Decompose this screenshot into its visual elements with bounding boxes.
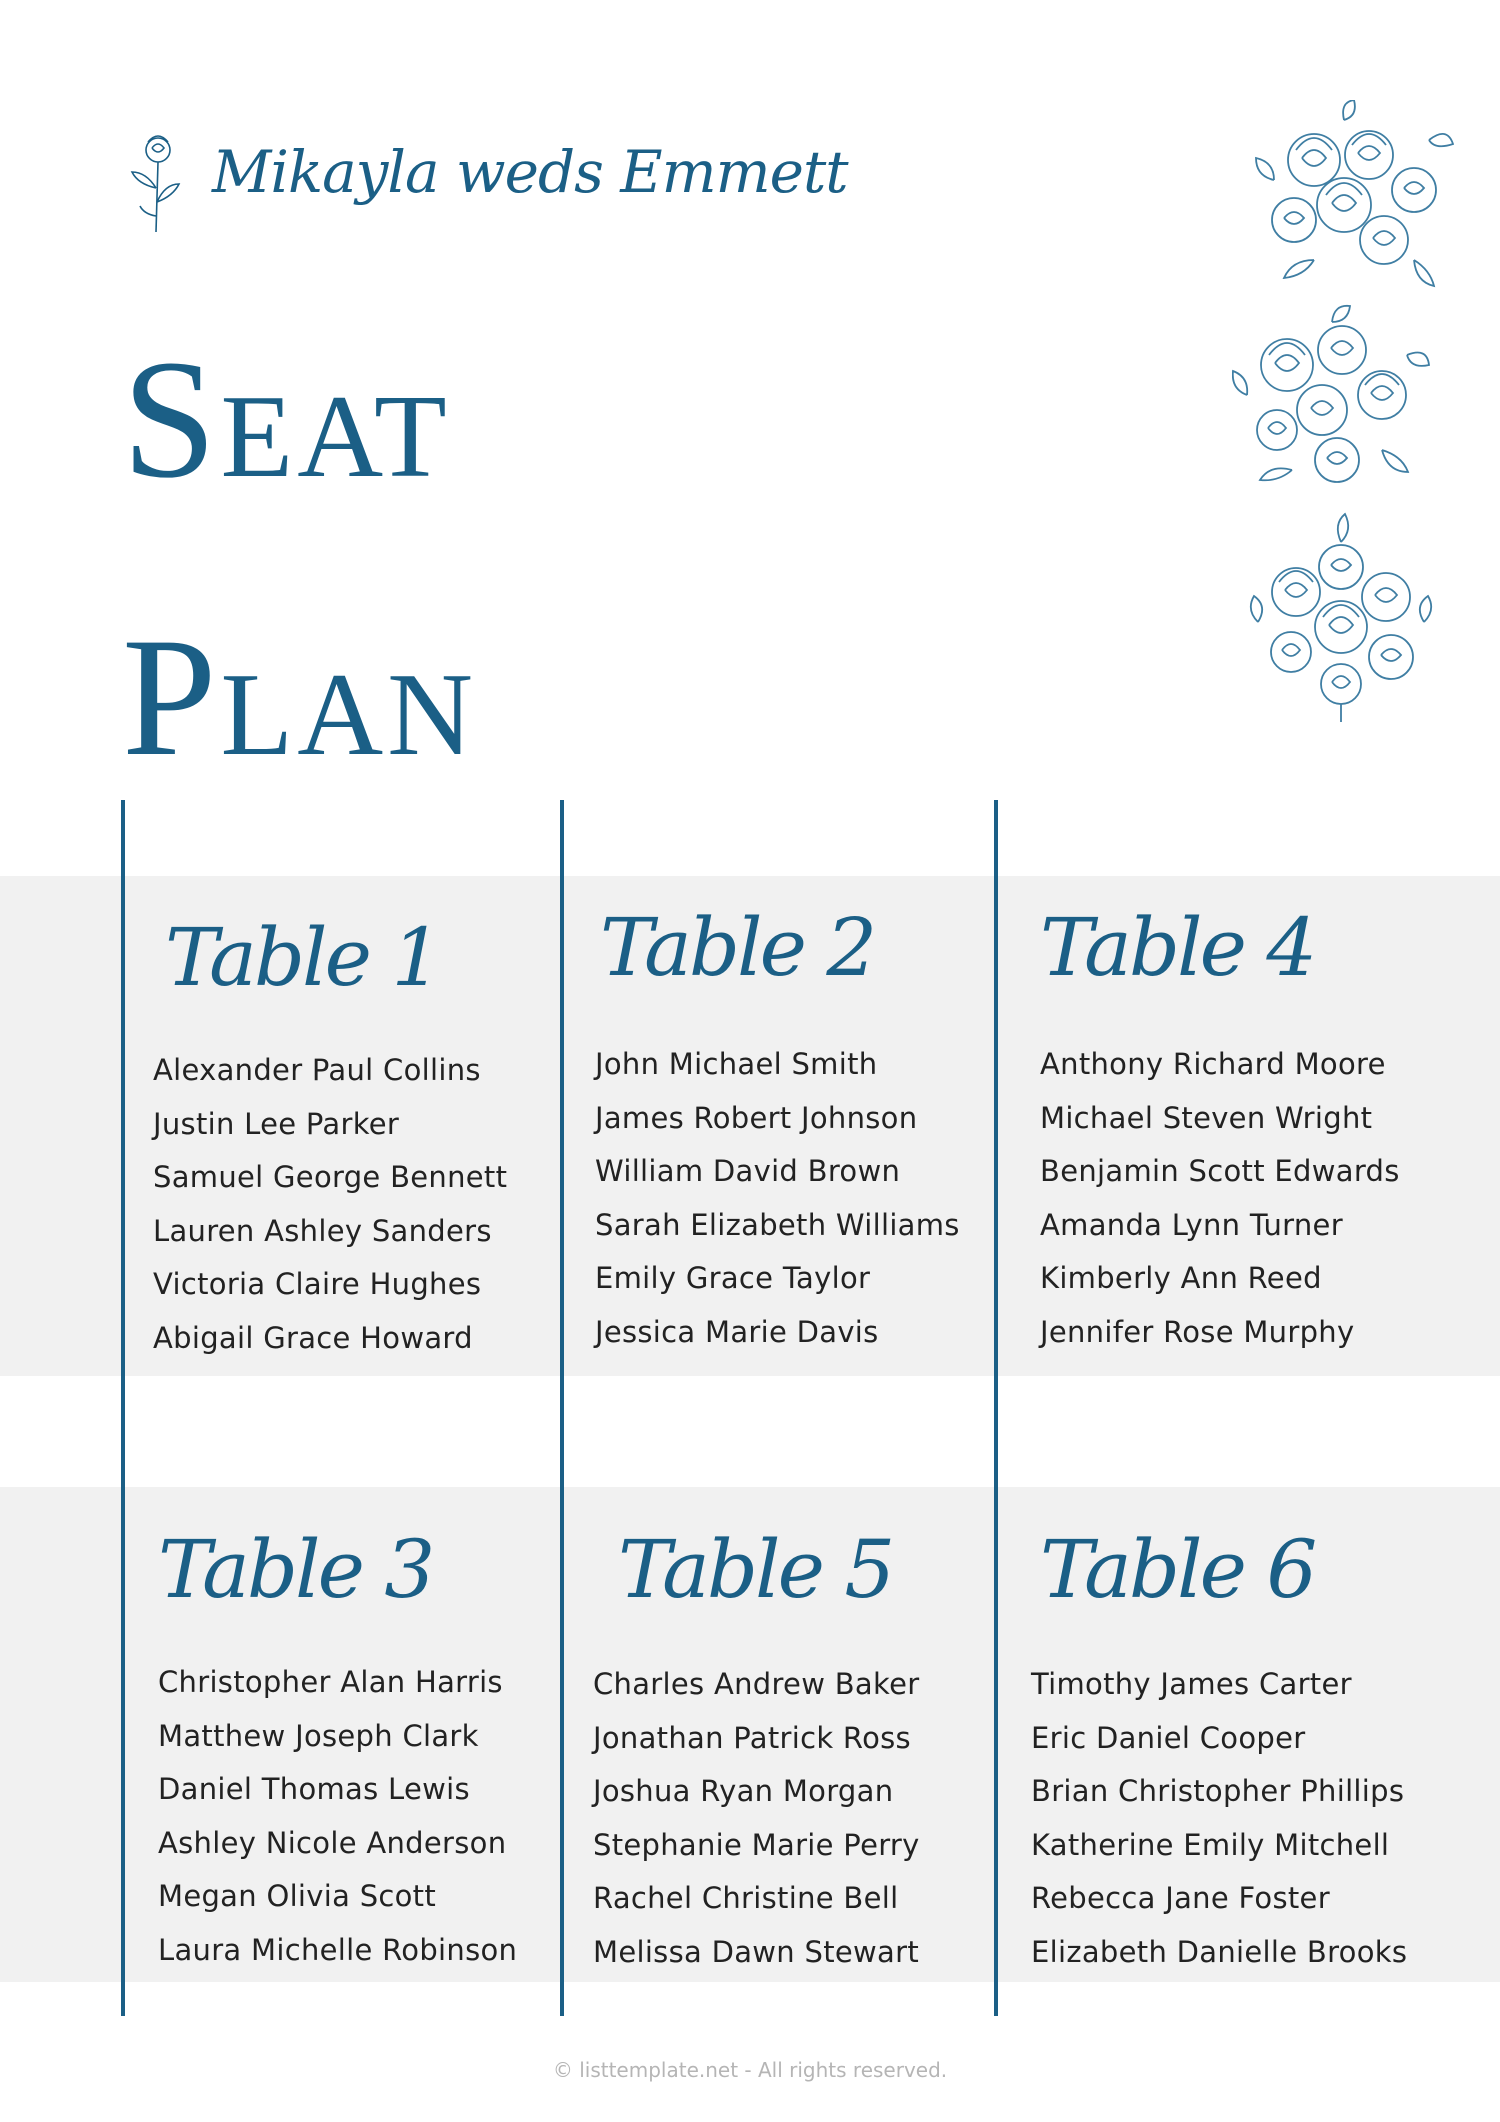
rose-bouquet-icon [1246, 512, 1436, 724]
page-title-line-2: Plan [122, 603, 478, 791]
table-heading: Table 5 [618, 1523, 893, 1616]
divider-line-left [121, 800, 125, 2016]
table-heading: Table 3 [158, 1523, 433, 1616]
table-card [153, 911, 585, 1366]
guest-name: Jonathan Patrick Ross [593, 1720, 911, 1755]
guest-name: Elizabeth Danielle Brooks [1031, 1934, 1408, 1969]
guest-name: Lauren Ashley Sanders [153, 1213, 492, 1248]
guest-name: James Robert Johnson [595, 1100, 918, 1135]
guest-name: Kimberly Ann Reed [1040, 1261, 1322, 1296]
rose-bouquet-icon [1232, 300, 1432, 496]
guest-name: Benjamin Scott Edwards [1040, 1154, 1400, 1189]
table-card [1031, 1523, 1460, 1980]
guest-name: William David Brown [595, 1154, 901, 1189]
guest-name: Megan Olivia Scott [158, 1879, 437, 1914]
guest-name: Emily Grace Taylor [595, 1261, 871, 1296]
guest-name: Amanda Lynn Turner [1040, 1207, 1343, 1242]
guest-name: Brian Christopher Phillips [1031, 1774, 1405, 1809]
guest-name: Melissa Dawn Stewart [593, 1934, 920, 1969]
guest-name: Michael Steven Wright [1040, 1100, 1373, 1135]
guest-name: Rachel Christine Bell [593, 1881, 899, 1916]
guest-name: Charles Andrew Baker [593, 1667, 920, 1701]
guest-name: Sarah Elizabeth Williams [595, 1207, 960, 1242]
guest-name: Rebecca Jane Foster [1031, 1881, 1330, 1916]
guest-name: Matthew Joseph Clark [158, 1718, 479, 1753]
rose-icon [126, 128, 186, 238]
guest-name: Abigail Grace Howard [153, 1320, 473, 1355]
guest-name: Laura Michelle Robinson [158, 1932, 518, 1967]
guest-name: Katherine Emily Mitchell [1031, 1827, 1390, 1862]
table-card [595, 901, 1020, 1360]
guest-name: Jennifer Rose Murphy [1040, 1314, 1355, 1349]
guest-name: Timothy James Carter [1031, 1667, 1352, 1701]
table-card [158, 1523, 578, 1978]
table-heading: Table 2 [600, 901, 875, 994]
guest-name: Eric Daniel Cooper [1031, 1720, 1306, 1755]
guest-name: Christopher Alan Harris [158, 1665, 503, 1699]
guest-name: Jessica Marie Davis [595, 1314, 879, 1349]
guest-name: John Michael Smith [595, 1047, 878, 1081]
couple-names: Mikayla weds Emmett [212, 138, 848, 206]
rose-bouquet-icon [1254, 100, 1454, 288]
guest-name: Justin Lee Parker [153, 1106, 400, 1141]
guest-name: Stephanie Marie Perry [593, 1827, 920, 1862]
page-title-line-1: Seat [122, 325, 451, 513]
table-card [593, 1523, 1038, 1980]
guest-name: Victoria Claire Hughes [153, 1267, 482, 1302]
guest-name: Anthony Richard Moore [1040, 1047, 1386, 1081]
guest-name: Ashley Nicole Anderson [158, 1825, 507, 1860]
table-heading: Table 4 [1040, 901, 1315, 994]
table-card [1040, 901, 1460, 1360]
guest-name: Daniel Thomas Lewis [158, 1772, 470, 1807]
copyright-footer: © listtemplate.net - All rights reserved. [552, 2058, 948, 2082]
table-heading: Table 1 [165, 911, 440, 1004]
table-heading: Table 6 [1040, 1523, 1315, 1616]
guest-name: Samuel George Bennett [153, 1160, 508, 1195]
guest-name: Joshua Ryan Morgan [593, 1774, 894, 1809]
guest-name: Alexander Paul Collins [153, 1053, 481, 1087]
